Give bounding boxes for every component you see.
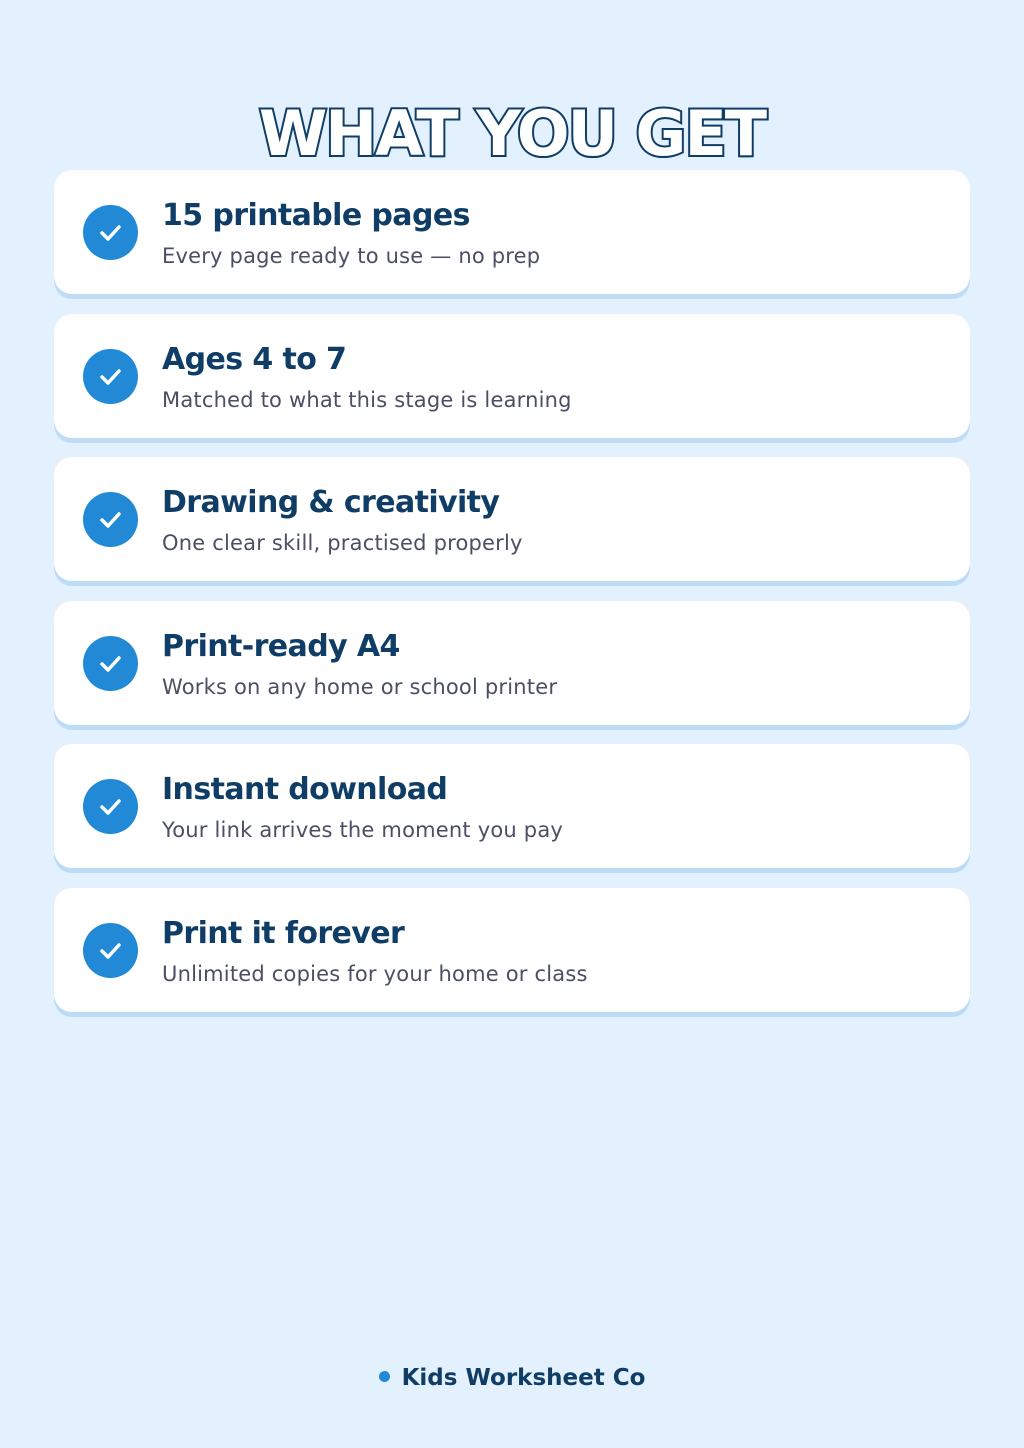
feature-card <box>54 314 970 438</box>
dot-icon <box>379 1371 390 1382</box>
feature-list <box>54 170 970 1031</box>
feature-title: Ages 4 to 7 <box>162 341 347 377</box>
feature-title: Instant download <box>162 772 448 807</box>
check-circle-icon <box>83 779 138 834</box>
check-circle-icon <box>83 923 138 978</box>
feature-title: Print it forever <box>162 915 405 951</box>
feature-subtitle: Your link arrives the moment you pay <box>162 818 564 842</box>
footer-brand-label: Kids Worksheet Co <box>401 1365 646 1391</box>
feature-card <box>54 601 970 725</box>
feature-card <box>54 744 970 868</box>
feature-title: Print-ready A4 <box>162 628 400 664</box>
feature-subtitle: Matched to what this stage is learning <box>162 387 572 412</box>
feature-title: Drawing & creativity <box>162 485 500 520</box>
check-circle-icon <box>83 636 138 691</box>
feature-card <box>54 457 970 581</box>
feature-card <box>54 888 970 1012</box>
check-circle-icon <box>83 205 138 260</box>
page-title: WHAT YOU GET <box>258 96 766 170</box>
feature-subtitle: One clear skill, practised properly <box>162 531 523 555</box>
feature-subtitle: Unlimited copies for your home or class <box>162 961 588 986</box>
footer-brand <box>0 1362 1024 1394</box>
check-circle-icon <box>83 349 138 404</box>
check-circle-icon <box>83 492 138 547</box>
feature-subtitle: Works on any home or school printer <box>162 674 558 699</box>
feature-subtitle: Every page ready to use — no prep <box>162 244 541 268</box>
feature-card <box>54 170 970 294</box>
feature-title: 15 printable pages <box>162 198 470 233</box>
